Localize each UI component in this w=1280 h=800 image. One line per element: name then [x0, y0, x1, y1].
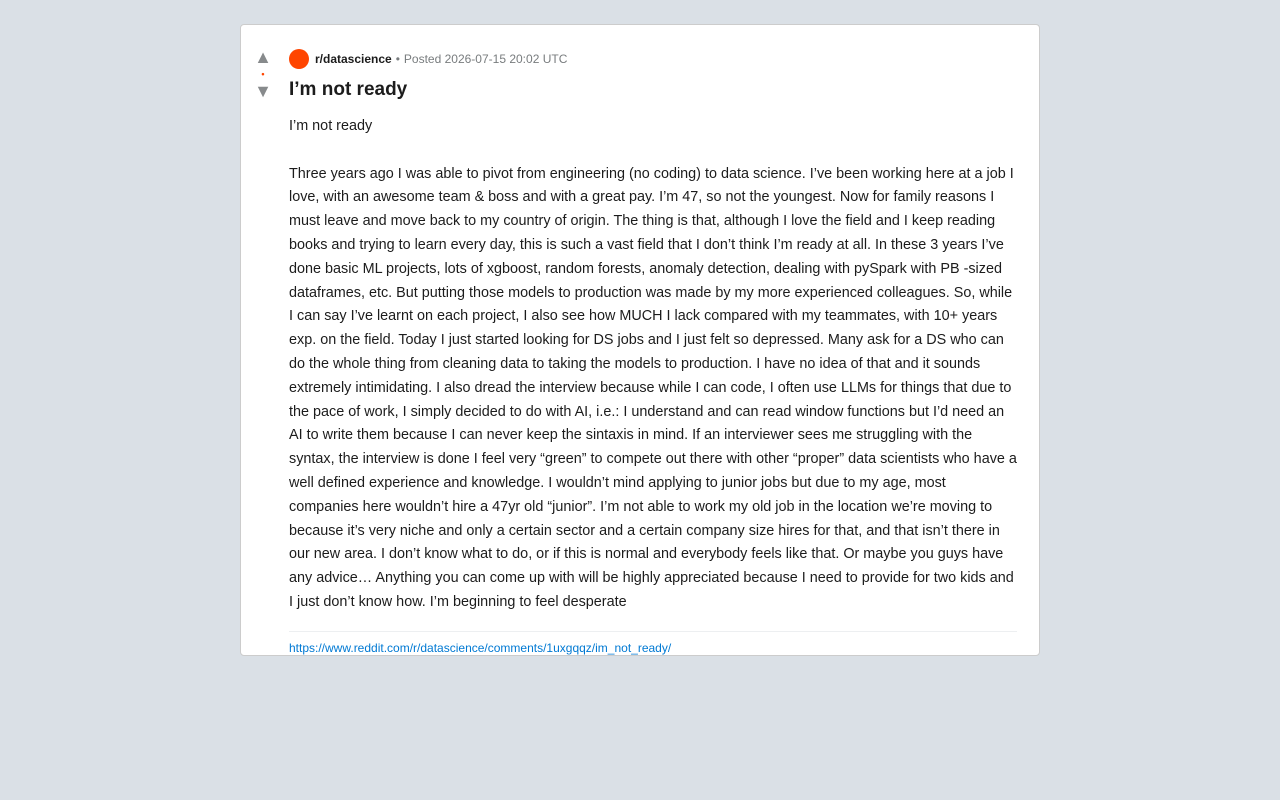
post-url-link[interactable]: https://www.reddit.com/r/datascience/comments/1uxgqqz/im_not_ready/ [289, 640, 672, 655]
meta-separator: • [395, 52, 400, 66]
post-content [289, 49, 1017, 655]
vote-column [251, 47, 275, 101]
upvote-icon[interactable]: ▲ [254, 47, 272, 67]
post-footer [289, 631, 1017, 655]
subreddit-avatar-icon[interactable] [289, 49, 309, 69]
post-body: I’m not ready Three years ago I was able to pivot from engineering (no coding) to data science. I’ve been working here at a job I love, with an awesome team & boss and with a great pay. I’m 47, so not the youngest. Now for family reasons I must leave and move back to my country of origin. The thing is that, although I love the field and I keep reading books and trying to learn every day, this is such a vast field that I don’t think I’m ready at all. In these 3 years I’ve done basic ML projects, lots of xgboost, random forests, anomaly detection, dealing with pySpark with PB -sized dataframes, etc. But putting those models to production was made by my more experienced colleagues. So, while I can say I’ve learnt on each project, I also see how MUCH I lack compared with my teammates, with 10+ years exp. on the field. Today I just started looking for DS jobs and I just felt so depressed. Many ask for a DS who can do the whole thing from cleaning data to taking the models to production. I have no idea of that and it sounds extremely intimidating. I also dread the interview because while I can code, I often use LLMs for things that due to the pace of work, I simply decided to do with AI, i.e.: I understand and can read window functions but I’d need an AI to write them because I can never keep the sintaxis in mind. If an interviewer sees me struggling with the syntax, the interview is done I feel very “green” to compete out there with other “proper” data scientists who have a well defined experience and knowledge. I wouldn’t mind applying to junior jobs but due to my age, most companies here wouldn’t hire a 47yr old “junior”. I’m not able to work my old job in the location we’re moving to because it’s very niche and only a certain sector and a certain company size hires for that, and that isn’t there in our new area. I don’t know what to do, or if this is normal and everybody feels like that. Or maybe you guys have any advice… Anything you can come up with will be highly appreciated because I need to provide for two kids and I just don’t know how. I’m beginning to feel desperate [289, 118, 1017, 610]
post-title[interactable]: I’m not ready [289, 79, 408, 100]
vote-score: • [261, 69, 265, 79]
subreddit-name[interactable]: r/datascience [315, 52, 392, 66]
post-timestamp: Posted 2026-07-15 20:02 UTC [403, 52, 568, 66]
post-meta [289, 49, 1017, 69]
post-card [240, 24, 1040, 656]
downvote-icon[interactable]: ▼ [254, 81, 272, 101]
